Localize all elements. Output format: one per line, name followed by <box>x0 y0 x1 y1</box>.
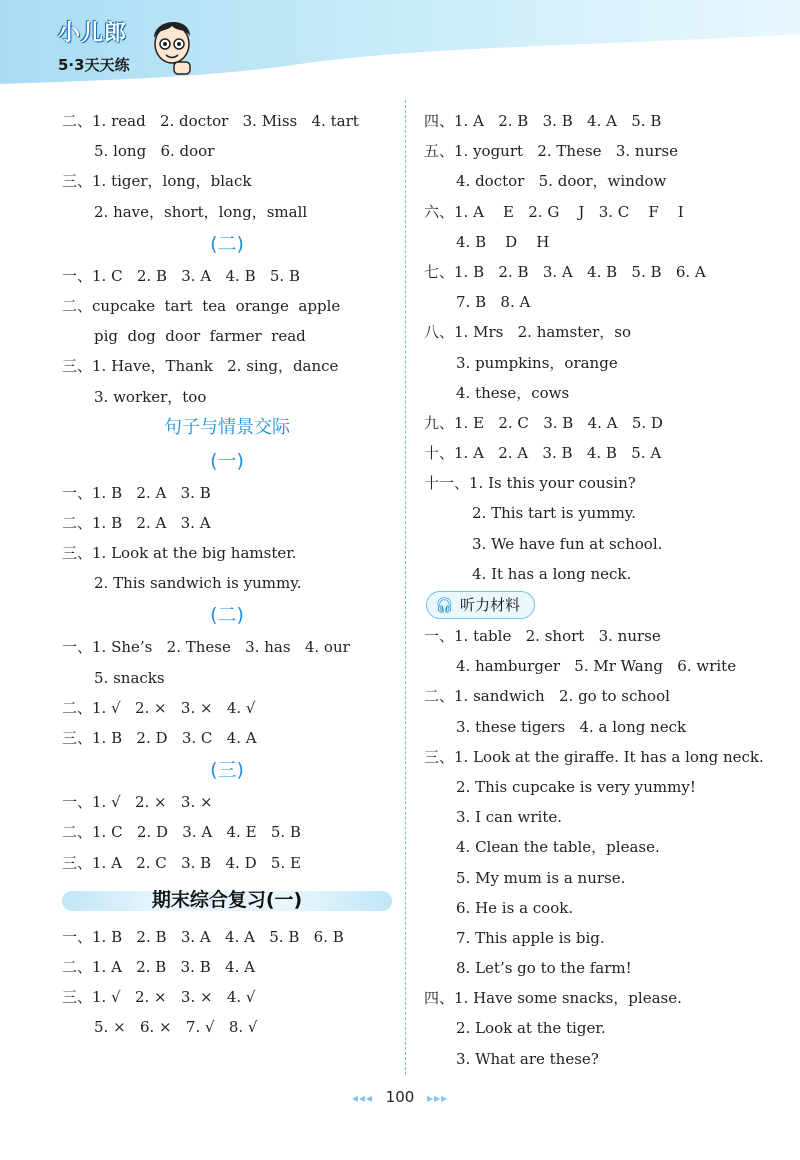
mascot-boy-icon <box>148 10 196 80</box>
answer-line: 三、1. Look at the big hamster. <box>62 544 297 563</box>
subsection-title: (二) <box>210 604 244 627</box>
listening-material-tag <box>426 591 535 619</box>
answer-line: 5. long 6. door <box>94 142 215 161</box>
answer-line: 4. B D H <box>456 232 550 251</box>
answer-line: 八、1. Mrs 2. hamster，so <box>424 323 632 342</box>
answer-line: 3. What are these? <box>456 1049 599 1068</box>
left-column <box>62 106 392 1043</box>
answer-line: 十、1. A 2. A 3. B 4. B 5. A <box>424 444 662 463</box>
answer-line: 九、1. E 2. C 3. B 4. A 5. D <box>424 413 663 432</box>
answer-line: 四、1. A 2. B 3. B 4. A 5. B <box>424 112 662 130</box>
answer-line: 3. We have fun at school. <box>472 534 663 553</box>
column-divider <box>405 100 406 1075</box>
answer-line: 一、1. B 2. B 3. A 4. A 5. B 6. B <box>62 927 344 946</box>
final-review-banner <box>62 882 392 918</box>
answer-line: 三、1. B 2. D 3. C 4. A <box>62 729 257 747</box>
left-arrows-icon: ◂◂◂ <box>351 1091 373 1105</box>
answer-line: 2. have，short，long，small <box>94 202 308 221</box>
subsection-title: (二) <box>210 232 244 255</box>
answer-line: 二、1. read 2. doctor 3. Miss 4. tart <box>62 112 359 130</box>
answer-line: 3. these tigers 4. a long neck <box>456 717 687 736</box>
answer-line: pig dog door farmer read <box>94 327 306 346</box>
logo-sub-text: 5·3天天练 <box>58 56 130 74</box>
answer-line: 三、1. √ 2. × 3. × 4. √ <box>62 988 256 1007</box>
answer-line: 4. Clean the table，please. <box>456 838 660 857</box>
answer-line: 4. hamburger 5. Mr Wang 6. write <box>456 657 737 676</box>
answer-line: 一、1. B 2. A 3. B <box>62 483 211 502</box>
answer-line: 2. This sandwich is yummy. <box>94 574 302 593</box>
logo-main-text: 小儿郎 <box>58 21 128 46</box>
answer-line: 2. Look at the tiger. <box>456 1019 606 1038</box>
answer-line: 十一、1. Is this your cousin? <box>424 474 636 493</box>
answer-line: 二、1. C 2. D 3. A 4. E 5. B <box>62 823 301 842</box>
answer-line: 一、1. C 2. B 3. A 4. B 5. B <box>62 266 300 285</box>
answer-line: 二、1. A 2. B 3. B 4. A <box>62 957 255 976</box>
answer-line: 5. snacks <box>94 668 165 687</box>
subsection-title: (三) <box>210 759 244 782</box>
page-number: 100 <box>385 1088 415 1106</box>
right-column <box>424 106 784 1074</box>
answer-line: 二、cupcake tart tea orange apple <box>62 296 341 315</box>
answer-line: 三、1. Have，Thank 2. sing，dance <box>62 357 339 376</box>
answer-line: 4. doctor 5. door，window <box>456 172 667 191</box>
answer-line: 6. He is a cook. <box>456 898 574 917</box>
brand-logo <box>52 10 192 80</box>
page-footer <box>0 1088 800 1112</box>
answer-line: 5. × 6. × 7. √ 8. √ <box>94 1018 258 1037</box>
answer-line: 六、1. A E 2. G J 3. C F I <box>424 202 684 221</box>
answer-line: 七、1. B 2. B 3. A 4. B 5. B 6. A <box>424 262 706 281</box>
answer-line: 三、1. Look at the giraffe. It has a long neck. <box>424 747 764 766</box>
answer-line: 8. Let’s go to the farm! <box>456 959 632 978</box>
answer-line: 3. worker，too <box>94 387 207 406</box>
subsection-title: (一) <box>210 449 244 472</box>
banner-title: 期末综合复习(一) <box>151 888 303 911</box>
answer-line: 一、1. √ 2. × 3. × <box>62 793 213 812</box>
answer-line: 4. these，cows <box>456 383 570 402</box>
answer-line: 三、1. A 2. C 3. B 4. D 5. E <box>62 853 301 872</box>
answer-line: 5. My mum is a nurse. <box>456 868 626 887</box>
answer-line: 二、1. B 2. A 3. A <box>62 513 211 532</box>
answer-line: 三、1. tiger，long，black <box>62 172 252 191</box>
answer-line: 7. This apple is big. <box>456 928 605 947</box>
section-title: 句子与情景交际 <box>164 416 290 438</box>
answer-line: 2. This tart is yummy. <box>472 504 637 523</box>
headphones-icon: 🎧︎ <box>435 596 455 614</box>
answer-line: 4. It has a long neck. <box>472 564 632 583</box>
answer-line: 五、1. yogurt 2. These 3. nurse <box>424 142 678 161</box>
answer-line: 7. B 8. A <box>456 293 531 312</box>
listening-tag-label: 听力材料 <box>460 596 521 614</box>
answer-line: 四、1. Have some snacks，please. <box>424 989 682 1008</box>
answer-line: 3. pumpkins，orange <box>456 353 618 372</box>
answer-line: 3. I can write. <box>456 808 563 827</box>
answer-line: 2. This cupcake is very yummy! <box>456 777 696 796</box>
answer-line: 二、1. √ 2. × 3. × 4. √ <box>62 698 256 717</box>
right-arrows-icon: ▸▸▸ <box>427 1091 449 1105</box>
answer-line: 一、1. table 2. short 3. nurse <box>424 627 661 645</box>
answer-line: 一、1. She’s 2. These 3. has 4. our <box>62 638 350 657</box>
answer-line: 二、1. sandwich 2. go to school <box>424 687 670 706</box>
